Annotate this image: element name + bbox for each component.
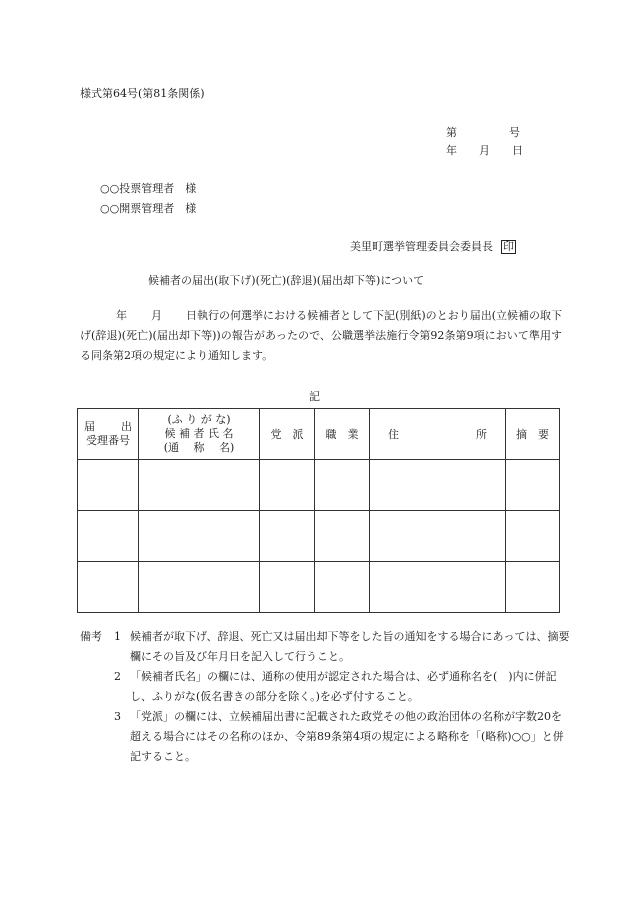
date-day: 日 [512,144,523,157]
note-item [80,667,570,707]
table-cell [260,511,315,562]
date-month: 月 [479,144,490,157]
header-party: 党 派 [260,409,315,460]
doc-number-suffix: 号 [509,126,520,139]
table-cell [506,460,560,511]
note-number: 2 [114,670,121,683]
note-item [80,627,570,667]
header-furigana: (ふ り が な) [167,413,231,426]
note-item [80,707,570,767]
table-cell [139,562,260,613]
candidate-table [77,408,560,613]
table-row [78,562,560,613]
header-name: 候 補 者 氏 名 [164,427,234,440]
header-reception-3: 受理番号 [86,434,130,447]
sender [350,238,516,254]
table-cell [78,511,139,562]
document-number [446,124,520,140]
seal-mark: 印 [503,240,514,253]
header-alias: (通 称 名) [163,441,235,454]
table-cell [370,460,506,511]
note-text: 候補者が取下げ、辞退、死亡又は届出却下等をした旨の通知をする場合にあっては、摘要欄にその旨及び年月日を記入して行うこと。 [130,630,570,663]
table-cell [139,511,260,562]
header-candidate-name [139,409,260,460]
form-number: 様式第64号(第81条関係) [80,87,205,100]
issue-date [446,142,523,158]
body-paragraph [80,306,562,366]
table-cell [78,460,139,511]
table-cell [315,511,370,562]
table-cell [506,511,560,562]
notes-label: 備考 [80,630,102,643]
note-text: 「候補者氏名」の欄には、通称の使用が認定された場合は、必ず通称名を( )内に併記し、ふりがな(仮名書きの部分を除く。)を必ず付すること。 [130,670,557,703]
note-text: 「党派」の欄には、立候補届出書に記載された政党その他の政治団体の名称が字数20を超える場合にはその名称のほか、令第89条第4項の規定による略称を「(略称)○○」と併記すること。 [130,710,564,763]
header-reception-1: 届 [84,420,95,433]
sender-name: 美里町選挙管理委員会委員長 [350,240,493,253]
date-year: 年 [446,144,457,157]
table-cell [315,460,370,511]
header-address-1: 住 [388,428,399,441]
table-cell [260,562,315,613]
table-row [78,511,560,562]
table-cell [370,511,506,562]
table-cell [139,460,260,511]
body-text: 日執行の何選挙における候補者として下記(別紙)のとおり届出(立候補の取下げ(辞退)(死亡)(届出却下等))の報告があったので、公職選挙法施行令第92条第9項において準用する同条第2項の規定により通知します。 [80,309,563,362]
addressee-voting-manager: ○○投票管理者 様 [100,182,197,195]
table-cell [370,562,506,613]
notes-section [80,627,570,767]
header-remarks: 摘 要 [506,409,560,460]
header-address [370,409,506,460]
table-cell [506,562,560,613]
header-address-2: 所 [476,428,487,441]
header-reception-2: 出 [121,420,132,433]
table-cell [260,460,315,511]
table-cell [78,562,139,613]
body-year: 年 [116,309,128,322]
ki-heading: 記 [309,390,320,403]
header-reception-number [78,409,139,460]
document-title: 候補者の届出(取下げ)(死亡)(辞退)(届出却下等)について [148,274,425,287]
table-row [78,460,560,511]
note-number: 1 [114,630,121,643]
body-month: 月 [151,309,163,322]
doc-number-prefix: 第 [446,126,457,139]
note-number: 3 [114,710,121,723]
table-cell [315,562,370,613]
addressee-counting-manager: ○○開票管理者 様 [100,202,197,215]
header-occupation: 職 業 [315,409,370,460]
